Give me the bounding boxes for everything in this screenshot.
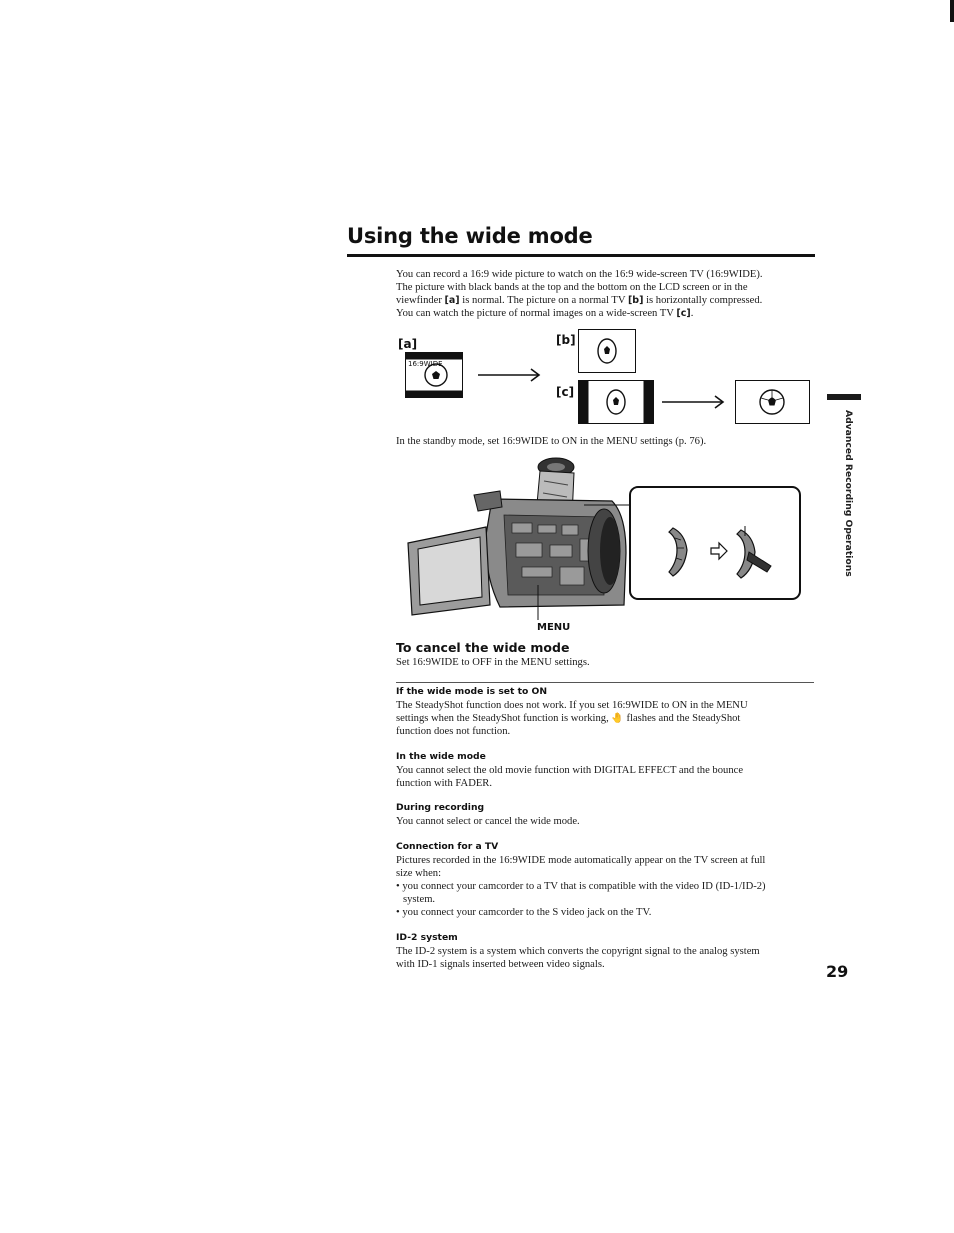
arrow-right-icon	[478, 368, 542, 382]
note-line: function does not function.	[396, 726, 511, 737]
menu-label: MENU	[537, 622, 571, 633]
diagram-label-b: [b]	[556, 333, 576, 347]
intro-paragraph	[396, 268, 816, 320]
intro-line: You can record a 16:9 wide picture to watch on the 16:9 wide-screen TV (16:9WIDE).	[396, 269, 763, 280]
note-during-recording	[396, 802, 816, 828]
note-line: size when:	[396, 868, 442, 879]
screen-c-wide-tv-icon	[578, 380, 654, 424]
tv-caption-box	[408, 360, 464, 368]
note-line: You cannot select or cancel the wide mode.	[396, 816, 580, 827]
note-heading: In the wide mode	[396, 751, 486, 762]
note-line: function with FADER.	[396, 778, 493, 789]
note-line: settings when the SteadyShot function is working, 🤚 flashes and the SteadyShot	[396, 713, 741, 724]
arrow-right-icon	[662, 395, 726, 409]
note-line: Pictures recorded in the 16:9WIDE mode automatically appear on the TV screen at full	[396, 855, 766, 866]
note-in-wide-mode	[396, 751, 816, 790]
screen-wide-result-icon	[735, 380, 810, 424]
note-bullet-continued: system.	[403, 894, 436, 905]
note-line: with ID-1 signals inserted between video signals.	[396, 959, 605, 970]
note-connection-tv	[396, 841, 816, 919]
title-rule	[347, 254, 815, 257]
cancel-text: Set 16:9WIDE to OFF in the MENU settings.	[396, 657, 590, 668]
note-line: The ID-2 system is a system which converts the copyrignt signal to the analog system	[396, 946, 760, 957]
diagram-label-a: [a]	[398, 337, 418, 351]
note-heading: ID-2 system	[396, 932, 458, 943]
standby-instruction: In the standby mode, set 16:9WIDE to ON in the MENU settings (p. 76).	[396, 436, 707, 447]
screen-b-normal-tv-icon	[578, 329, 636, 373]
page-number: 29	[826, 962, 849, 981]
note-heading: During recording	[396, 802, 485, 813]
intro-line: The picture with black bands at the top and the bottom on the LCD screen or in the	[396, 282, 748, 293]
page-title: Using the wide mode	[347, 224, 593, 248]
section-side-label: Advanced Recording Operations	[843, 410, 854, 577]
section-tab-marker	[827, 394, 861, 400]
notes-rule	[396, 682, 814, 683]
note-bullet: • you connect your camcorder to a TV that is compatible with the video ID (ID-1/ID-2)	[396, 881, 766, 892]
note-wide-mode-on	[396, 686, 816, 738]
intro-line: You can watch the picture of normal images on a wide-screen TV [c].	[396, 308, 694, 319]
diagram-label-c: [c]	[556, 385, 575, 399]
screen-a-wide-icon	[405, 352, 463, 398]
steadyshot-icon: 🤚	[611, 713, 624, 724]
note-heading: Connection for a TV	[396, 841, 499, 852]
note-line: You cannot select the old movie function with DIGITAL EFFECT and the bounce	[396, 765, 744, 776]
menu-dial-detail-inset	[629, 486, 801, 600]
page-edge-mark	[950, 0, 954, 22]
note-line: The SteadyShot function does not work. If you set 16:9WIDE to ON in the MENU	[396, 700, 748, 711]
note-heading: If the wide mode is set to ON	[396, 686, 548, 697]
note-bullet: • you connect your camcorder to the S video jack on the TV.	[396, 907, 652, 918]
intro-line: viewfinder [a] is normal. The picture on a normal TV [b] is horizontally compressed.	[396, 295, 763, 306]
note-id2-system	[396, 932, 816, 971]
tv-caption: 16:9WIDE	[408, 360, 443, 368]
cancel-heading: To cancel the wide mode	[396, 640, 570, 655]
